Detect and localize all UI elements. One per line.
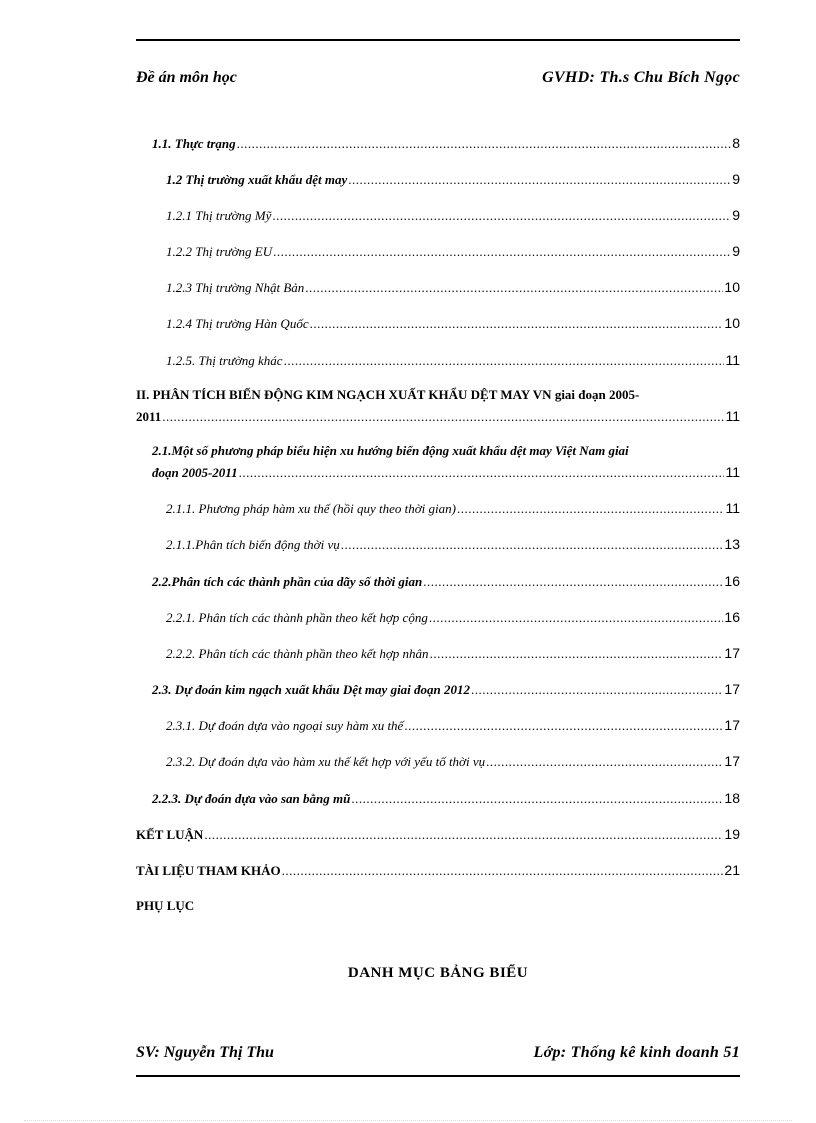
toc-entry-page: 17 [724, 681, 740, 697]
toc-entry-page: 9 [732, 243, 740, 259]
toc-leader [429, 610, 724, 626]
toc-entry[interactable] [166, 645, 740, 662]
toc-entry-page: 16 [724, 609, 740, 625]
toc-entry-title: 2.2.3. Dự đoán dựa vào san bằng mũ [152, 791, 351, 806]
toc-entry[interactable] [152, 573, 740, 590]
toc-leader [305, 280, 723, 296]
toc-entry-title: 2.1.1. Phương pháp hàm xu thế (hồi quy theo thời gian) [166, 501, 456, 516]
toc-leader [162, 409, 724, 425]
toc-entry-title: 2.3.1. Dự đoán dựa vào ngoại suy hàm xu thế [166, 718, 404, 733]
toc-entry[interactable] [166, 352, 740, 369]
toc-entry-title: 2.2.Phân tích các thành phần của dãy số thời gian [152, 574, 423, 589]
toc-entry-page: 16 [724, 573, 740, 589]
toc-entry[interactable] [166, 609, 740, 626]
toc-entry[interactable] [152, 790, 740, 807]
toc-entry-title: 2.1.1.Phân tích biến động thời vụ [166, 537, 340, 552]
list-of-tables-heading: DANH MỤC BẢNG BIỂU [347, 965, 529, 981]
toc-entry[interactable] [166, 717, 740, 734]
toc-entry-page: 11 [725, 408, 740, 424]
toc-entry-page: 17 [724, 717, 740, 733]
toc-entry-page: 17 [724, 753, 740, 769]
toc-entry-page: 10 [724, 279, 740, 295]
toc-entry-page: 11 [725, 352, 740, 368]
toc-entry-page: 17 [724, 645, 740, 661]
toc-leader [423, 574, 723, 590]
header-rule [136, 39, 740, 41]
footer-student: SV: Nguyễn Thị Thu [136, 1044, 274, 1061]
toc-entry[interactable] [136, 862, 740, 879]
toc-leader [348, 172, 731, 188]
toc-entry[interactable] [166, 500, 740, 517]
toc-leader [310, 316, 724, 332]
toc-entry-title: 1.2.1 Thị trường Mỹ [166, 208, 272, 223]
toc-entry[interactable] [166, 207, 740, 224]
toc-entry[interactable] [166, 753, 740, 770]
toc-entry-title: 1.2.3 Thị trường Nhật Bản [166, 280, 305, 295]
toc-leader [471, 682, 723, 698]
toc-leader [341, 537, 724, 553]
toc-entry-page: 11 [725, 500, 740, 516]
toc-entry-page: 10 [724, 315, 740, 331]
toc-leader [239, 465, 725, 481]
toc-entry-page: 13 [724, 536, 740, 552]
toc-entry-title: 1.2.2 Thị trường EU [166, 244, 273, 259]
footer-class: Lớp: Thống kê kinh doanh 51 [533, 1044, 740, 1061]
toc-entry-title: 2.3. Dự đoán kim ngạch xuất khẩu Dệt may giai đoạn 2012 [152, 682, 471, 697]
toc-entry[interactable] [166, 536, 740, 553]
toc-entry[interactable] [136, 826, 740, 843]
header-supervisor: GVHD: Th.s Chu Bích Ngọc [542, 69, 740, 86]
toc-entry-page: 9 [732, 207, 740, 223]
toc-entry-title-line1[interactable]: 2.1.Một số phương pháp biểu hiện xu hướng biến động xuất khẩu dệt may Việt Nam giai [152, 443, 629, 458]
toc-entry-title: TÀI LIỆU THAM KHẢO [136, 863, 281, 878]
toc-entry[interactable] [136, 408, 740, 425]
toc-leader [404, 718, 723, 734]
toc-entry-page: 19 [724, 826, 740, 842]
toc-leader [237, 136, 732, 152]
toc-entry-title-line1[interactable]: II. PHÂN TÍCH BIẾN ĐỘNG KIM NGẠCH XUẤT KHẨU DỆT MAY VN giai đoạn 2005- [136, 387, 640, 402]
toc-entry-title-line2: 2011 [136, 409, 162, 424]
toc-leader [204, 827, 723, 843]
footer-rule [136, 1075, 740, 1077]
toc-entry-title-line2: đoạn 2005-2011 [152, 465, 238, 480]
toc-leader [273, 244, 731, 260]
toc-entry-title: 1.2.4 Thị trường Hàn Quốc [166, 316, 309, 331]
toc-entry[interactable] [166, 243, 740, 260]
toc-entry-page: 18 [724, 790, 740, 806]
toc-leader [486, 754, 723, 770]
toc-entry-title: 2.3.2. Dự đoán dựa vào hàm xu thế kết hợp với yếu tố thời vụ [166, 754, 486, 769]
toc-entry-title: 2.2.1. Phân tích các thành phần theo kết hợp cộng [166, 610, 428, 625]
toc-entry-title: 1.2 Thị trường xuất khẩu dệt may [166, 172, 348, 187]
toc-leader [457, 501, 724, 517]
toc-entry[interactable] [152, 464, 740, 481]
toc-entry[interactable] [166, 171, 740, 188]
appendix-heading[interactable]: PHỤ LỤC [136, 898, 195, 913]
toc-entry[interactable] [166, 279, 740, 296]
page-edge-divider [24, 1120, 792, 1121]
toc-entry[interactable] [152, 681, 740, 698]
toc-entry-page: 9 [732, 171, 740, 187]
toc-entry-page: 11 [725, 464, 740, 480]
toc-entry-title: 2.2.2. Phân tích các thành phần theo kết hợp nhân [166, 646, 429, 661]
toc-entry-page: 8 [732, 135, 740, 151]
toc-leader [282, 863, 724, 879]
toc-entry-page: 21 [724, 862, 740, 878]
toc-entry-title: 1.2.5. Thị trường khác [166, 353, 283, 368]
toc-entry-title: 1.1. Thực trạng [152, 136, 236, 151]
toc-leader [351, 791, 723, 807]
header-course: Đề án môn học [136, 69, 237, 86]
toc-leader [272, 208, 731, 224]
toc-leader [430, 646, 724, 662]
toc-entry[interactable] [152, 135, 740, 152]
toc-leader [284, 353, 725, 369]
toc-entry-title: KẾT LUẬN [136, 827, 204, 842]
toc-entry[interactable] [166, 315, 740, 332]
